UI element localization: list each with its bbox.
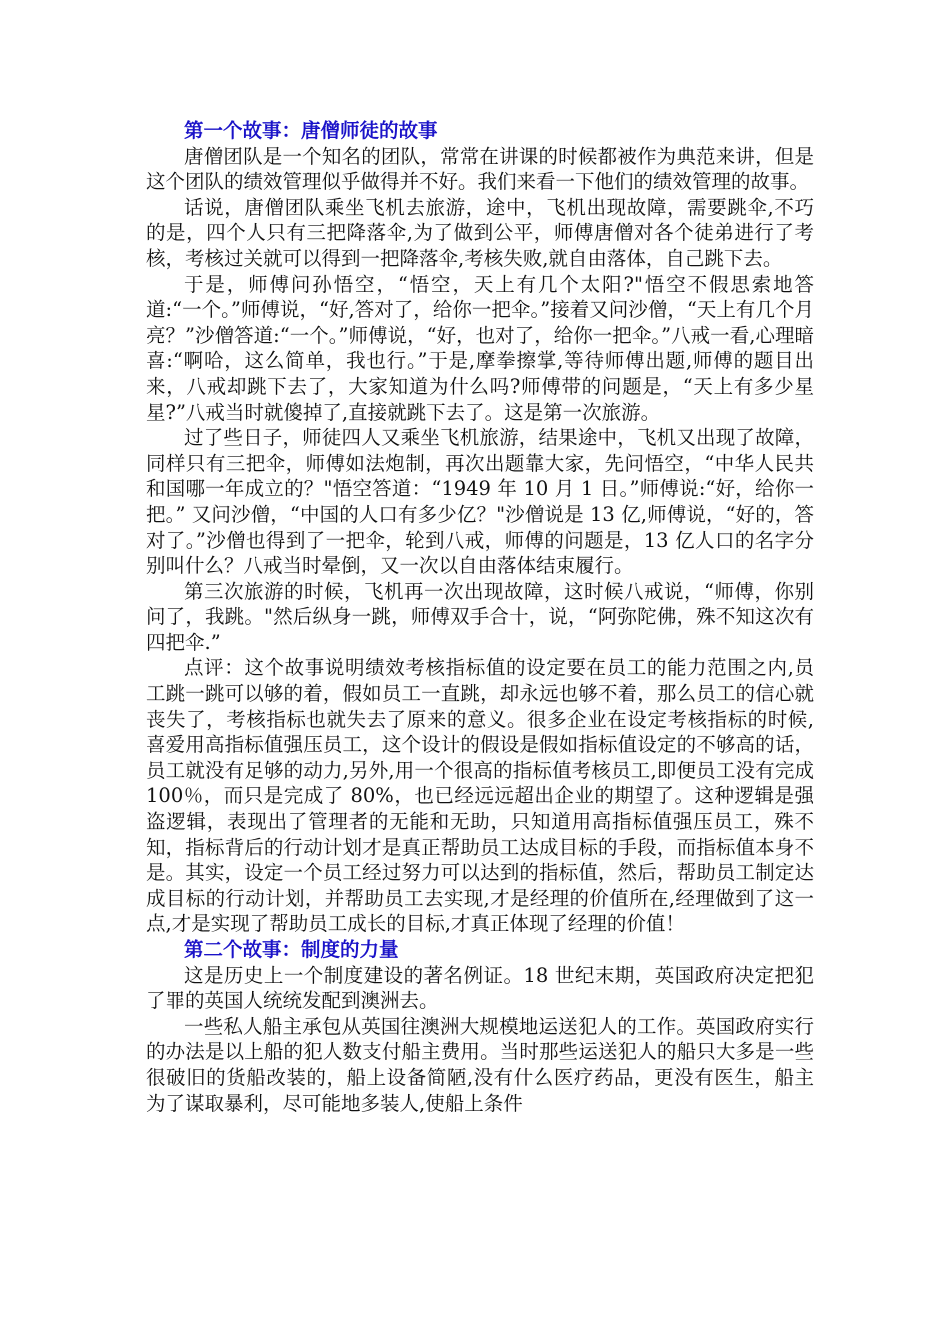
story-1-paragraph-3: 于是，师傅问孙悟空，“悟空，天上有几个太阳?"悟空不假思索地答道:“一个。”师傅说，“好,答对了，给你一把伞。”接着又问沙僧，“天上有几个月亮？”沙僧答道:“一个。”师傅说，“好，也对了，给你一把伞。”八戒一看,心理暗喜:“啊哈，这么简单，我也行。”于是,摩拳擦掌,等待师傅出题,师傅的题目出来，八戒却跳下去了，大家知道为什么吗?师傅带的问题是，“天上有多少星星?”八戒当时就傻掉了,直接就跳下去了。这是第一次旅游。: [146, 272, 814, 424]
story-1-commentary: 点评：这个故事说明绩效考核指标值的设定要在员工的能力范围之内,员工跳一跳可以够的着，假如员工一直跳，却永远也够不着，那么员工的信心就丧失了，考核指标也就失去了原来的意义。很多企业在设定考核指标的时候,喜爱用高指标值强压员工，这个设计的假设是假如指标值设定的不够高的话，员工就没有足够的动力,另外,用一个很高的指标值考核员工,即便员工没有完成 100％，而只是完成了 80%，也已经远远超出企业的期望了。这种逻辑是强盗逻辑，表现出了管理者的无能和无助，只知道用高指标值强压员工，殊不知，指标背后的行动计划才是真正帮助员工达成目标的手段，而指标值本身不是。其实，设定一个员工经过努力可以达到的指标值，然后，帮助员工制定达成目标的行动计划，并帮助员工去实现,才是经理的价值所在,经理做到了这一点,才是实现了帮助员工成长的目标,才真正体现了经理的价值！: [146, 656, 814, 936]
story-1-paragraph-2: 话说，唐僧团队乘坐飞机去旅游，途中，飞机出现故障，需要跳伞,不巧的是，四个人只有三把降落伞,为了做到公平，师傅唐僧对各个徒弟进行了考核，考核过关就可以得到一把降落伞,考核失败,就自由落体，自己跳下去。: [146, 195, 814, 270]
story-1-paragraph-4: 过了些日子，师徒四人又乘坐飞机旅游，结果途中，飞机又出现了故障，同样只有三把伞，师傅如法炮制，再次出题靠大家，先问悟空，“中华人民共和国哪一年成立的？"悟空答道：“1949 年 10 月 1 日。”师傅说:“好，给你一把。” 又问沙僧，“中国的人口有多少亿？"沙僧说是 13 亿,师傅说，“好的，答对了。”沙僧也得到了一把伞，轮到八戒，师傅的问题是，13 亿人口的名字分别叫什么？八戒当时晕倒，又一次以自由落体结束履行。: [146, 426, 814, 578]
story-1-title: 第一个故事：唐僧师徒的故事: [184, 119, 438, 142]
document-page: [146, 118, 814, 1116]
story-2-paragraph-1: 这是历史上一个制度建设的著名例证。18 世纪末期，英国政府决定把犯了罪的英国人统统发配到澳洲去。: [146, 963, 814, 1013]
story-2-paragraph-2: 一些私人船主承包从英国往澳洲大规模地运送犯人的工作。英国政府实行的办法是以上船的犯人数支付船主费用。当时那些运送犯人的船只大多是一些很破旧的货船改装的，船上设备简陋,没有什么医疗药品，更没有医生，船主为了谋取暴利，尽可能地多装人,使船上条件: [146, 1014, 814, 1115]
story-2-title: 第二个故事：制度的力量: [184, 938, 399, 961]
story-1-paragraph-1: 唐僧团队是一个知名的团队，常常在讲课的时候都被作为典范来讲，但是这个团队的绩效管理似乎做得并不好。我们来看一下他们的绩效管理的故事。: [146, 144, 814, 194]
story-1-paragraph-5: 第三次旅游的时候，飞机再一次出现故障，这时候八戒说，“师傅，你别问了，我跳。"然后纵身一跳，师傅双手合十，说，“阿弥陀佛，殊不知这次有四把伞.”: [146, 579, 814, 654]
